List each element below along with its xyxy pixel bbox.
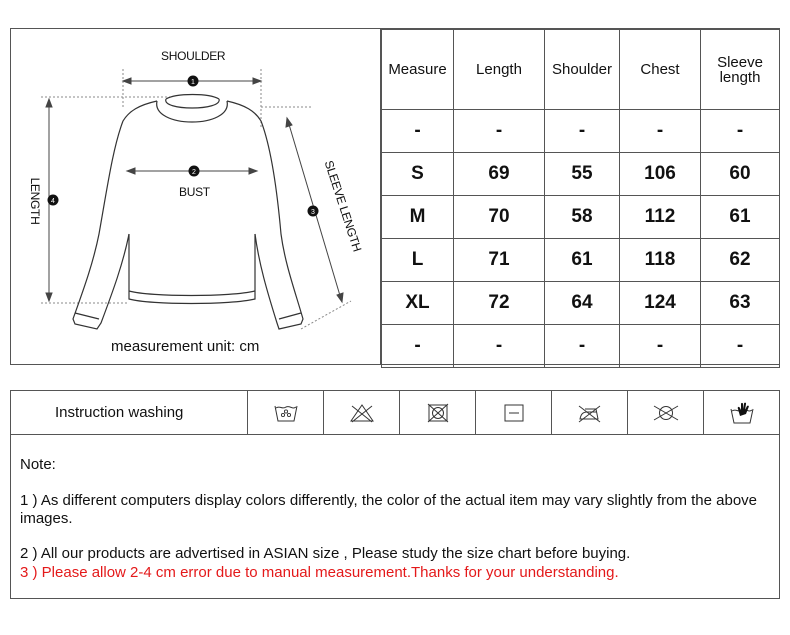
table-row	[382, 153, 780, 196]
cell-chest: 106	[620, 153, 701, 196]
cell-chest: 112	[620, 196, 701, 239]
wash-30-cell	[248, 391, 324, 434]
size-table	[381, 29, 780, 368]
header-shoulder: Shoulder	[545, 30, 620, 110]
cell-size: S	[382, 153, 454, 196]
header-sleeve-length: Sleeve length	[701, 30, 780, 110]
do-not-dry-clean-icon	[651, 402, 681, 424]
line-dry-icon	[501, 402, 527, 424]
do-not-bleach-cell	[324, 391, 400, 434]
svg-text:4: 4	[51, 198, 55, 205]
cell-length: 72	[454, 282, 545, 325]
sleeve-length-label: SLEEVE LENGTH	[321, 158, 365, 254]
do-not-bleach-icon	[349, 402, 375, 424]
note-item-asian-size: 2 ) All our products are advertised in ASIAN size , Please study the size chart before buying.	[20, 545, 631, 562]
table-row	[382, 110, 780, 153]
line-dry-cell	[476, 391, 552, 434]
length-label: LENGTH	[28, 177, 42, 225]
iron-low-cell	[552, 391, 628, 434]
washing-instructions	[10, 390, 780, 435]
cell-size: -	[382, 325, 454, 368]
note-title: Note:	[20, 456, 56, 473]
table-row	[382, 196, 780, 239]
bust-label: BUST	[179, 185, 210, 199]
do-not-tumble-dry-icon	[425, 402, 451, 424]
do-not-tumble-dry-cell	[400, 391, 476, 434]
cell-length: -	[454, 110, 545, 153]
garment-diagram	[11, 29, 381, 364]
hand-wash-cell	[704, 391, 779, 434]
cell-shoulder: 61	[545, 239, 620, 282]
svg-text:3: 3	[311, 209, 315, 216]
header-chest: Chest	[620, 30, 701, 110]
cell-shoulder: 55	[545, 153, 620, 196]
wash-30-icon	[273, 402, 299, 424]
measurement-unit-note: measurement unit: cm	[111, 338, 260, 355]
cell-shoulder: -	[545, 325, 620, 368]
cell-chest: 118	[620, 239, 701, 282]
cell-sleeve: 60	[701, 153, 780, 196]
cell-size: XL	[382, 282, 454, 325]
table-row	[382, 282, 780, 325]
hand-wash-icon	[729, 401, 755, 425]
cell-length: -	[454, 325, 545, 368]
cell-chest: -	[620, 325, 701, 368]
cell-length: 70	[454, 196, 545, 239]
cell-shoulder: -	[545, 110, 620, 153]
cell-sleeve: 61	[701, 196, 780, 239]
shoulder-label: SHOULDER	[161, 49, 226, 63]
size-chart	[10, 28, 780, 365]
cell-sleeve: 63	[701, 282, 780, 325]
note-item-measurement-error: 3 ) Please allow 2-4 cm error due to manual measurement.Thanks for your understanding.	[20, 564, 619, 581]
table-header-row	[382, 30, 780, 110]
cell-shoulder: 58	[545, 196, 620, 239]
header-length: Length	[454, 30, 545, 110]
svg-text:1: 1	[191, 79, 195, 86]
cell-chest: 124	[620, 282, 701, 325]
header-measure: Measure	[382, 30, 454, 110]
cell-size: L	[382, 239, 454, 282]
do-not-dry-clean-cell	[628, 391, 704, 434]
cell-size: -	[382, 110, 454, 153]
cell-size: M	[382, 196, 454, 239]
cell-sleeve: -	[701, 325, 780, 368]
iron-low-icon	[577, 402, 603, 424]
table-row	[382, 325, 780, 368]
cell-length: 69	[454, 153, 545, 196]
table-row	[382, 239, 780, 282]
washing-label: Instruction washing	[11, 391, 248, 434]
cell-shoulder: 64	[545, 282, 620, 325]
notes-panel	[10, 434, 780, 599]
svg-text:2: 2	[192, 169, 196, 176]
cell-sleeve: -	[701, 110, 780, 153]
note-item-color-variance: 1 ) As different computers display colors differently, the color of the actual item may vary slightly from the above images.	[20, 492, 758, 527]
cell-chest: -	[620, 110, 701, 153]
cell-sleeve: 62	[701, 239, 780, 282]
cell-length: 71	[454, 239, 545, 282]
